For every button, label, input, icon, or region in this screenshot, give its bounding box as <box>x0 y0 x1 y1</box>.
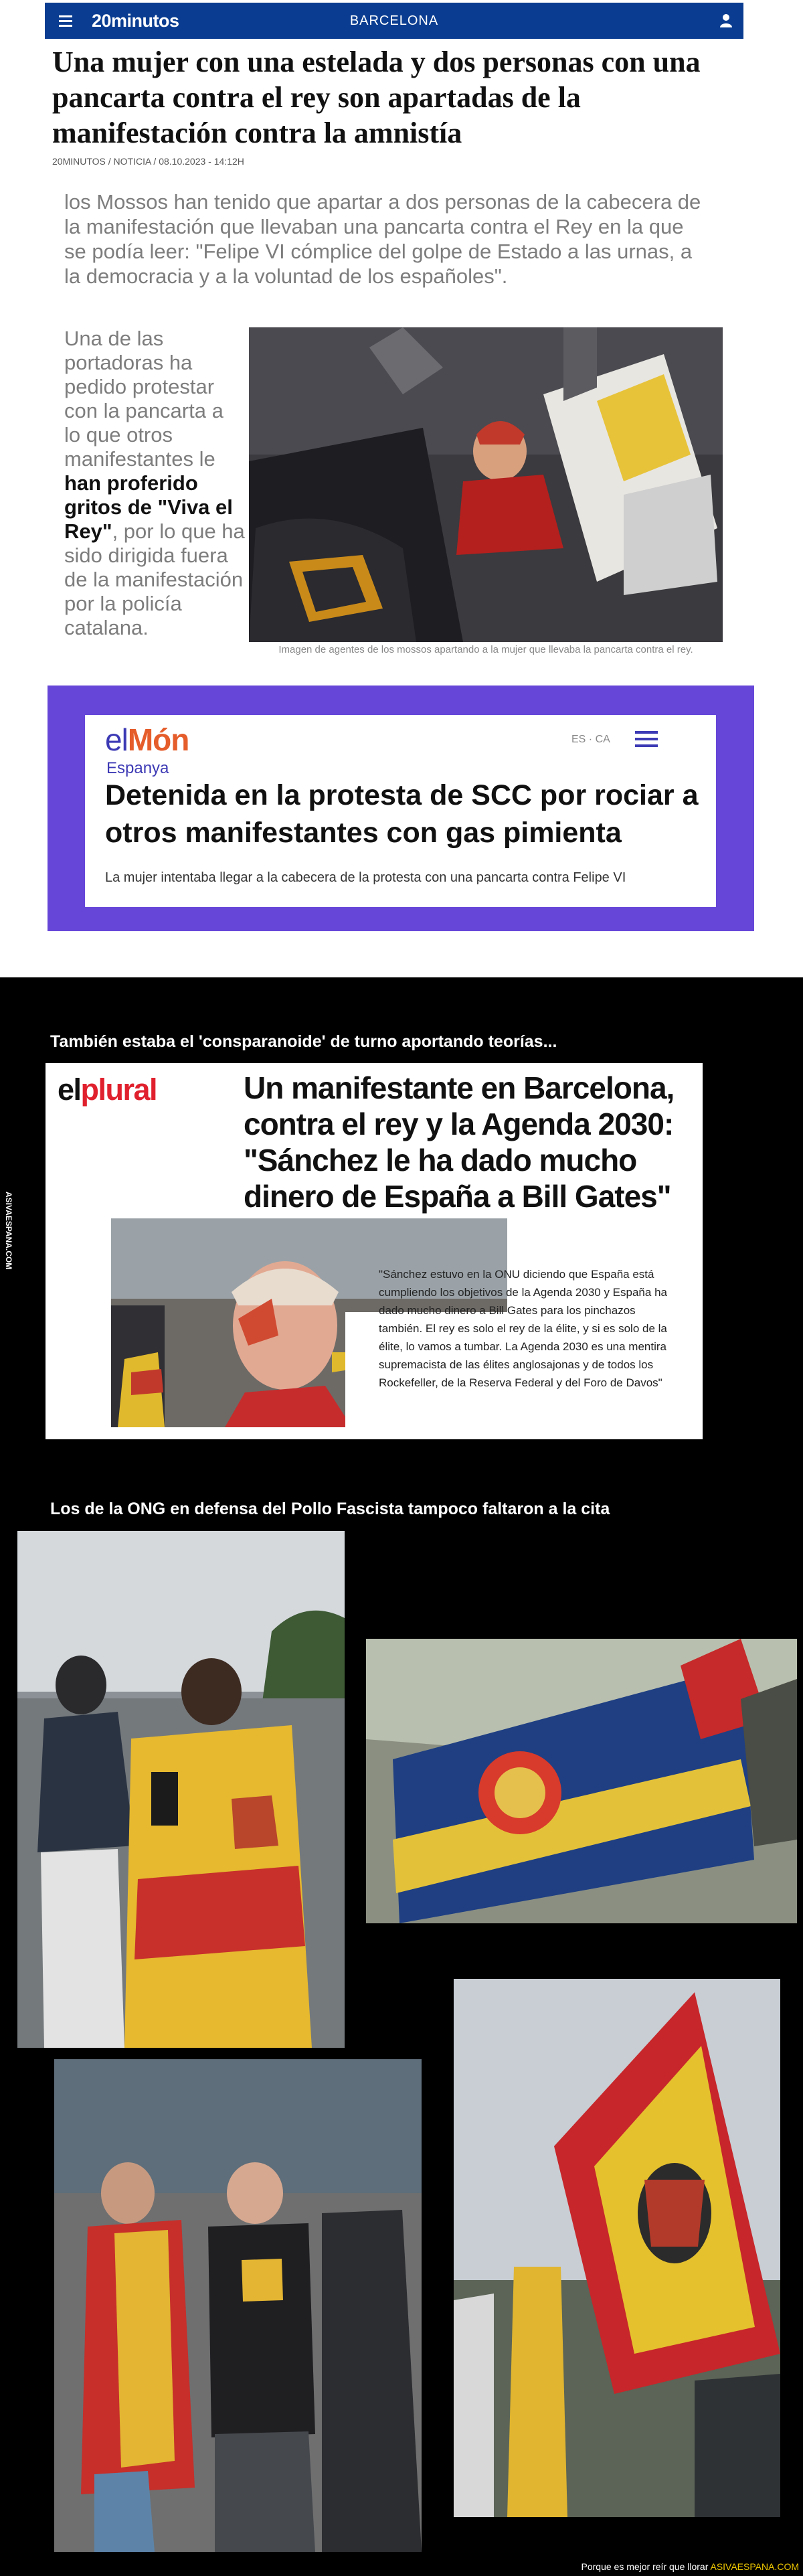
elmon-lead: La mujer intentaba llegar a la cabecera de la protesta con una pancarta contra Felipe VI <box>105 870 626 885</box>
elmon-section[interactable]: Espanya <box>106 759 169 777</box>
site-logo[interactable]: 20minutos <box>92 10 179 31</box>
elplural-logo[interactable]: elplural <box>58 1072 157 1107</box>
article-photo <box>249 327 723 642</box>
body-highlight: han proferido gritos de "Viva el Rey" <box>64 471 233 543</box>
photo-police-flag <box>366 1639 797 1923</box>
site-header <box>45 3 743 39</box>
side-watermark: ASIVAESPANA.COM <box>4 1192 13 1270</box>
elplural-title[interactable]: Un manifestante en Barcelona, contra el rey y la Agenda 2030: "Sánchez le ha dado mucho dinero de España a Bill Gates" <box>244 1070 675 1214</box>
section-heading-2: Los de la ONG en defensa del Pollo Fascista tampoco faltaron a la cita <box>50 1500 610 1518</box>
elmon-card[interactable] <box>85 715 716 907</box>
elmon-title[interactable]: Detenida en la protesta de SCC por rociar a otros manifestantes con gas pimienta <box>105 779 699 849</box>
photo-group-flags <box>54 2059 422 2552</box>
footer-link[interactable]: ASIVAESPANA.COM <box>710 2561 799 2572</box>
article-byline: 20MINUTOS / NOTICIA / 08.10.2023 - 14:12H <box>52 156 244 167</box>
photo-flag-back <box>17 1531 345 2048</box>
elmon-embed[interactable] <box>48 686 754 931</box>
footer-credit: Porque es mejor reír que llorar ASIVAESPANA.COM <box>581 2561 799 2572</box>
elplural-embed[interactable] <box>46 1063 703 1439</box>
section-heading-1: También estaba el 'consparanoide' de turno aportando teorías... <box>50 1032 557 1051</box>
hamburger-menu-icon[interactable] <box>50 3 81 39</box>
elplural-quote: "Sánchez estuvo en la ONU diciendo que España está cumpliendo los objetivos de la Agenda 2030 y España ha dado mucho dinero a Bill Gates para los pinchazos también. El rey es solo el rey de la élite, y si es solo de la élite, lo vamos a tumbar. La Agenda 2030 es una mentira supremacista de las élites anglosajonas y de todos los Rockefeller, de la Reserva Federal y del Foro de Davos" <box>379 1268 667 1389</box>
section-label[interactable]: BARCELONA <box>349 13 439 28</box>
photo-eagle-flag <box>454 1979 780 2517</box>
photo-caption: Imagen de agentes de los mossos apartando a la mujer que llevaba la pancarta contra el rey. <box>278 644 693 655</box>
article-lead: los Mossos han tenido que apartar a dos personas de la cabecera de la manifestación que llevaban una pancarta contra el Rey en la que se podía leer: "Felipe VI cómplice del golpe de Estado a las urnas, a la democracia y a la voluntad de los españoles". <box>64 190 701 288</box>
article-headline: Una mujer con una estelada y dos personas con una pancarta contra el rey son apartadas de la manifestación contra la amnistía <box>52 46 701 149</box>
user-icon[interactable] <box>717 11 735 30</box>
language-switch[interactable]: ES · CA <box>571 734 610 745</box>
elmon-menu-icon[interactable] <box>635 731 658 748</box>
elmon-logo[interactable]: elMón <box>105 722 189 757</box>
article-body: Una de las portadoras ha pedido protestar con la pancarta a lo que otros manifestantes le han proferido gritos de "Viva el Rey", por lo que ha sido dirigida fuera de la manifestación por la policía catalana. <box>64 327 245 639</box>
